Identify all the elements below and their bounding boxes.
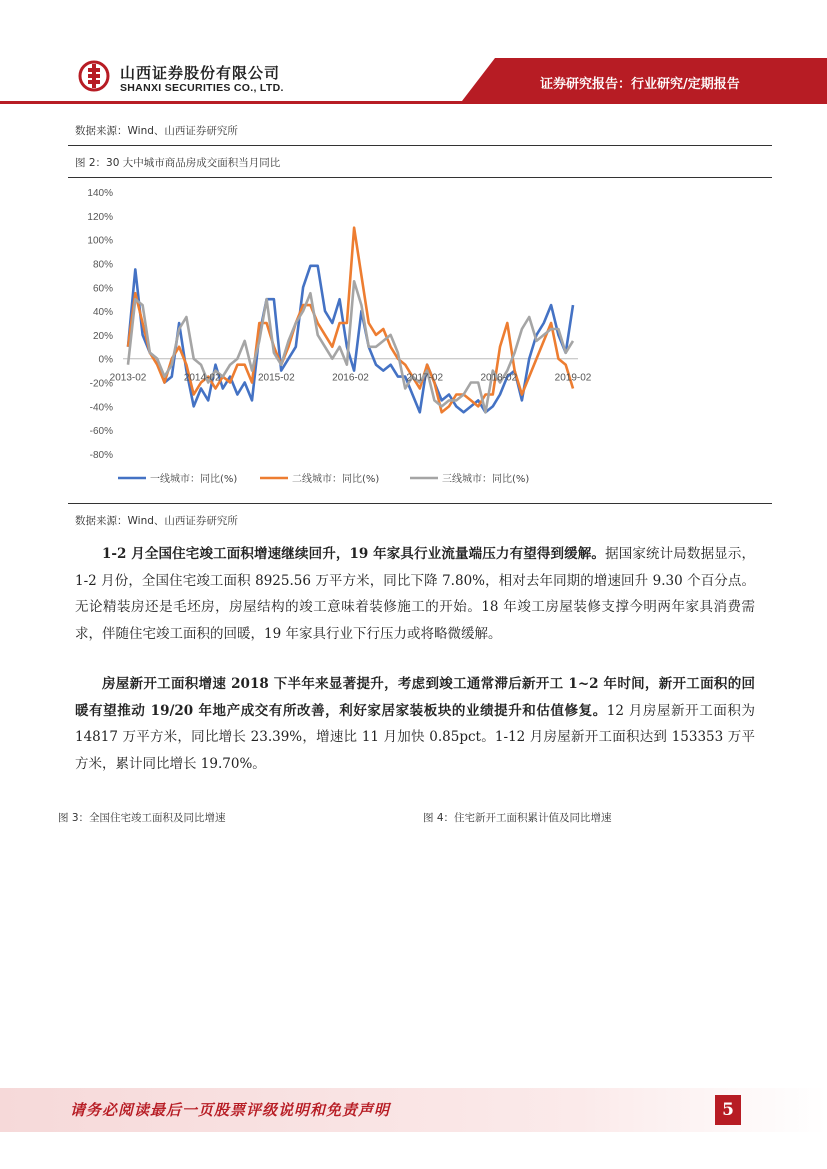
- figure-2-chart: [68, 180, 772, 500]
- y-tick-label: 40%: [92, 307, 113, 319]
- legend-label-3: 三线城市：同比(%): [442, 474, 530, 485]
- paragraph-2: [75, 671, 755, 777]
- legend-label-1: 一线城市：同比(%): [150, 474, 238, 485]
- company-logo-icon: [78, 60, 110, 92]
- divider: [68, 145, 772, 146]
- x-tick-label: 2019-02: [554, 372, 592, 384]
- paragraph-1: [75, 541, 755, 647]
- y-tick-label: -40%: [89, 402, 113, 414]
- y-tick-label: 20%: [92, 330, 113, 342]
- y-tick-label: 100%: [87, 235, 113, 247]
- x-tick-label: 2014-02: [183, 372, 221, 384]
- disclaimer-notice: 请务必阅读最后一页股票评级说明和免责声明: [70, 1101, 391, 1119]
- divider: [68, 177, 772, 178]
- x-tick-label: 2017-02: [406, 372, 444, 384]
- x-tick-label: 2018-02: [480, 372, 518, 384]
- x-tick-label: 2016-02: [332, 372, 369, 384]
- company-name-cn: 山西证券股份有限公司: [120, 64, 281, 82]
- source-note: 数据来源：Wind、山西证券研究所: [75, 125, 238, 137]
- paragraph-1-lead: 1-2 月全国住宅竣工面积增速继续回升，19 年家具行业流量端压力有望得到缓解。: [102, 546, 606, 562]
- y-tick-label: 140%: [87, 188, 113, 199]
- paragraph-2-body: 12 月房屋新开工面积为 14817 万平方米，同比增长 23.39%，增速比 11 月加快 0.85pct。1-12 月房屋新开工面积达到 153353 万平方米，累计同比增长 19.70%。: [75, 702, 755, 772]
- x-tick-label: 2015-02: [257, 372, 295, 384]
- divider: [68, 503, 772, 504]
- y-tick-label: 0%: [98, 354, 113, 366]
- page-number: 5: [715, 1095, 741, 1125]
- y-tick-label: -80%: [89, 450, 113, 461]
- company-name-en: SHANXI SECURITIES CO., LTD.: [120, 82, 284, 94]
- y-tick-label: -60%: [89, 426, 113, 438]
- figure-2-source: 数据来源：Wind、山西证券研究所: [75, 515, 238, 527]
- y-tick-label: 120%: [87, 211, 113, 223]
- report-type-label: 证券研究报告：行业研究/定期报告: [540, 77, 740, 92]
- paragraph-2-lead: 房屋新开工面积增速 2018 下半年来显著提升，考虑到竣工通常滞后新开工 1~2 年时间，新开工面积的回暖有望推动 19/20 年地产成交有所改善，利好家居家装板块的业绩提升和估值修复。: [75, 676, 755, 719]
- figure-3-title: 图 3：全国住宅竣工面积及同比增速: [58, 812, 226, 824]
- legend-label-2: 二线城市：同比(%): [292, 474, 380, 485]
- paragraph-1-body: 据国家统计局数据显示，1-2 月份，全国住宅竣工面积 8925.56 万平方米，同比下降 7.80%，相对去年同期的增速回升 9.30 个百分点。无论精装房还是毛坯房，房屋结构的竣工意味着装修施工的开始。18 年竣工房屋装修支撑今明两年家具消费需求，伴随住宅竣工面积的回暖，19 年家具行业下行压力或将略微缓解。: [75, 546, 756, 642]
- y-tick-label: 80%: [92, 259, 113, 271]
- x-tick-label: 2013-02: [109, 372, 147, 384]
- figure-2-title: 图 2：30 大中城市商品房成交面积当月同比: [75, 157, 281, 169]
- y-tick-label: 60%: [92, 283, 113, 295]
- figure-4-title: 图 4：住宅新开工面积累计值及同比增速: [423, 812, 612, 824]
- y-tick-label: -20%: [89, 378, 113, 390]
